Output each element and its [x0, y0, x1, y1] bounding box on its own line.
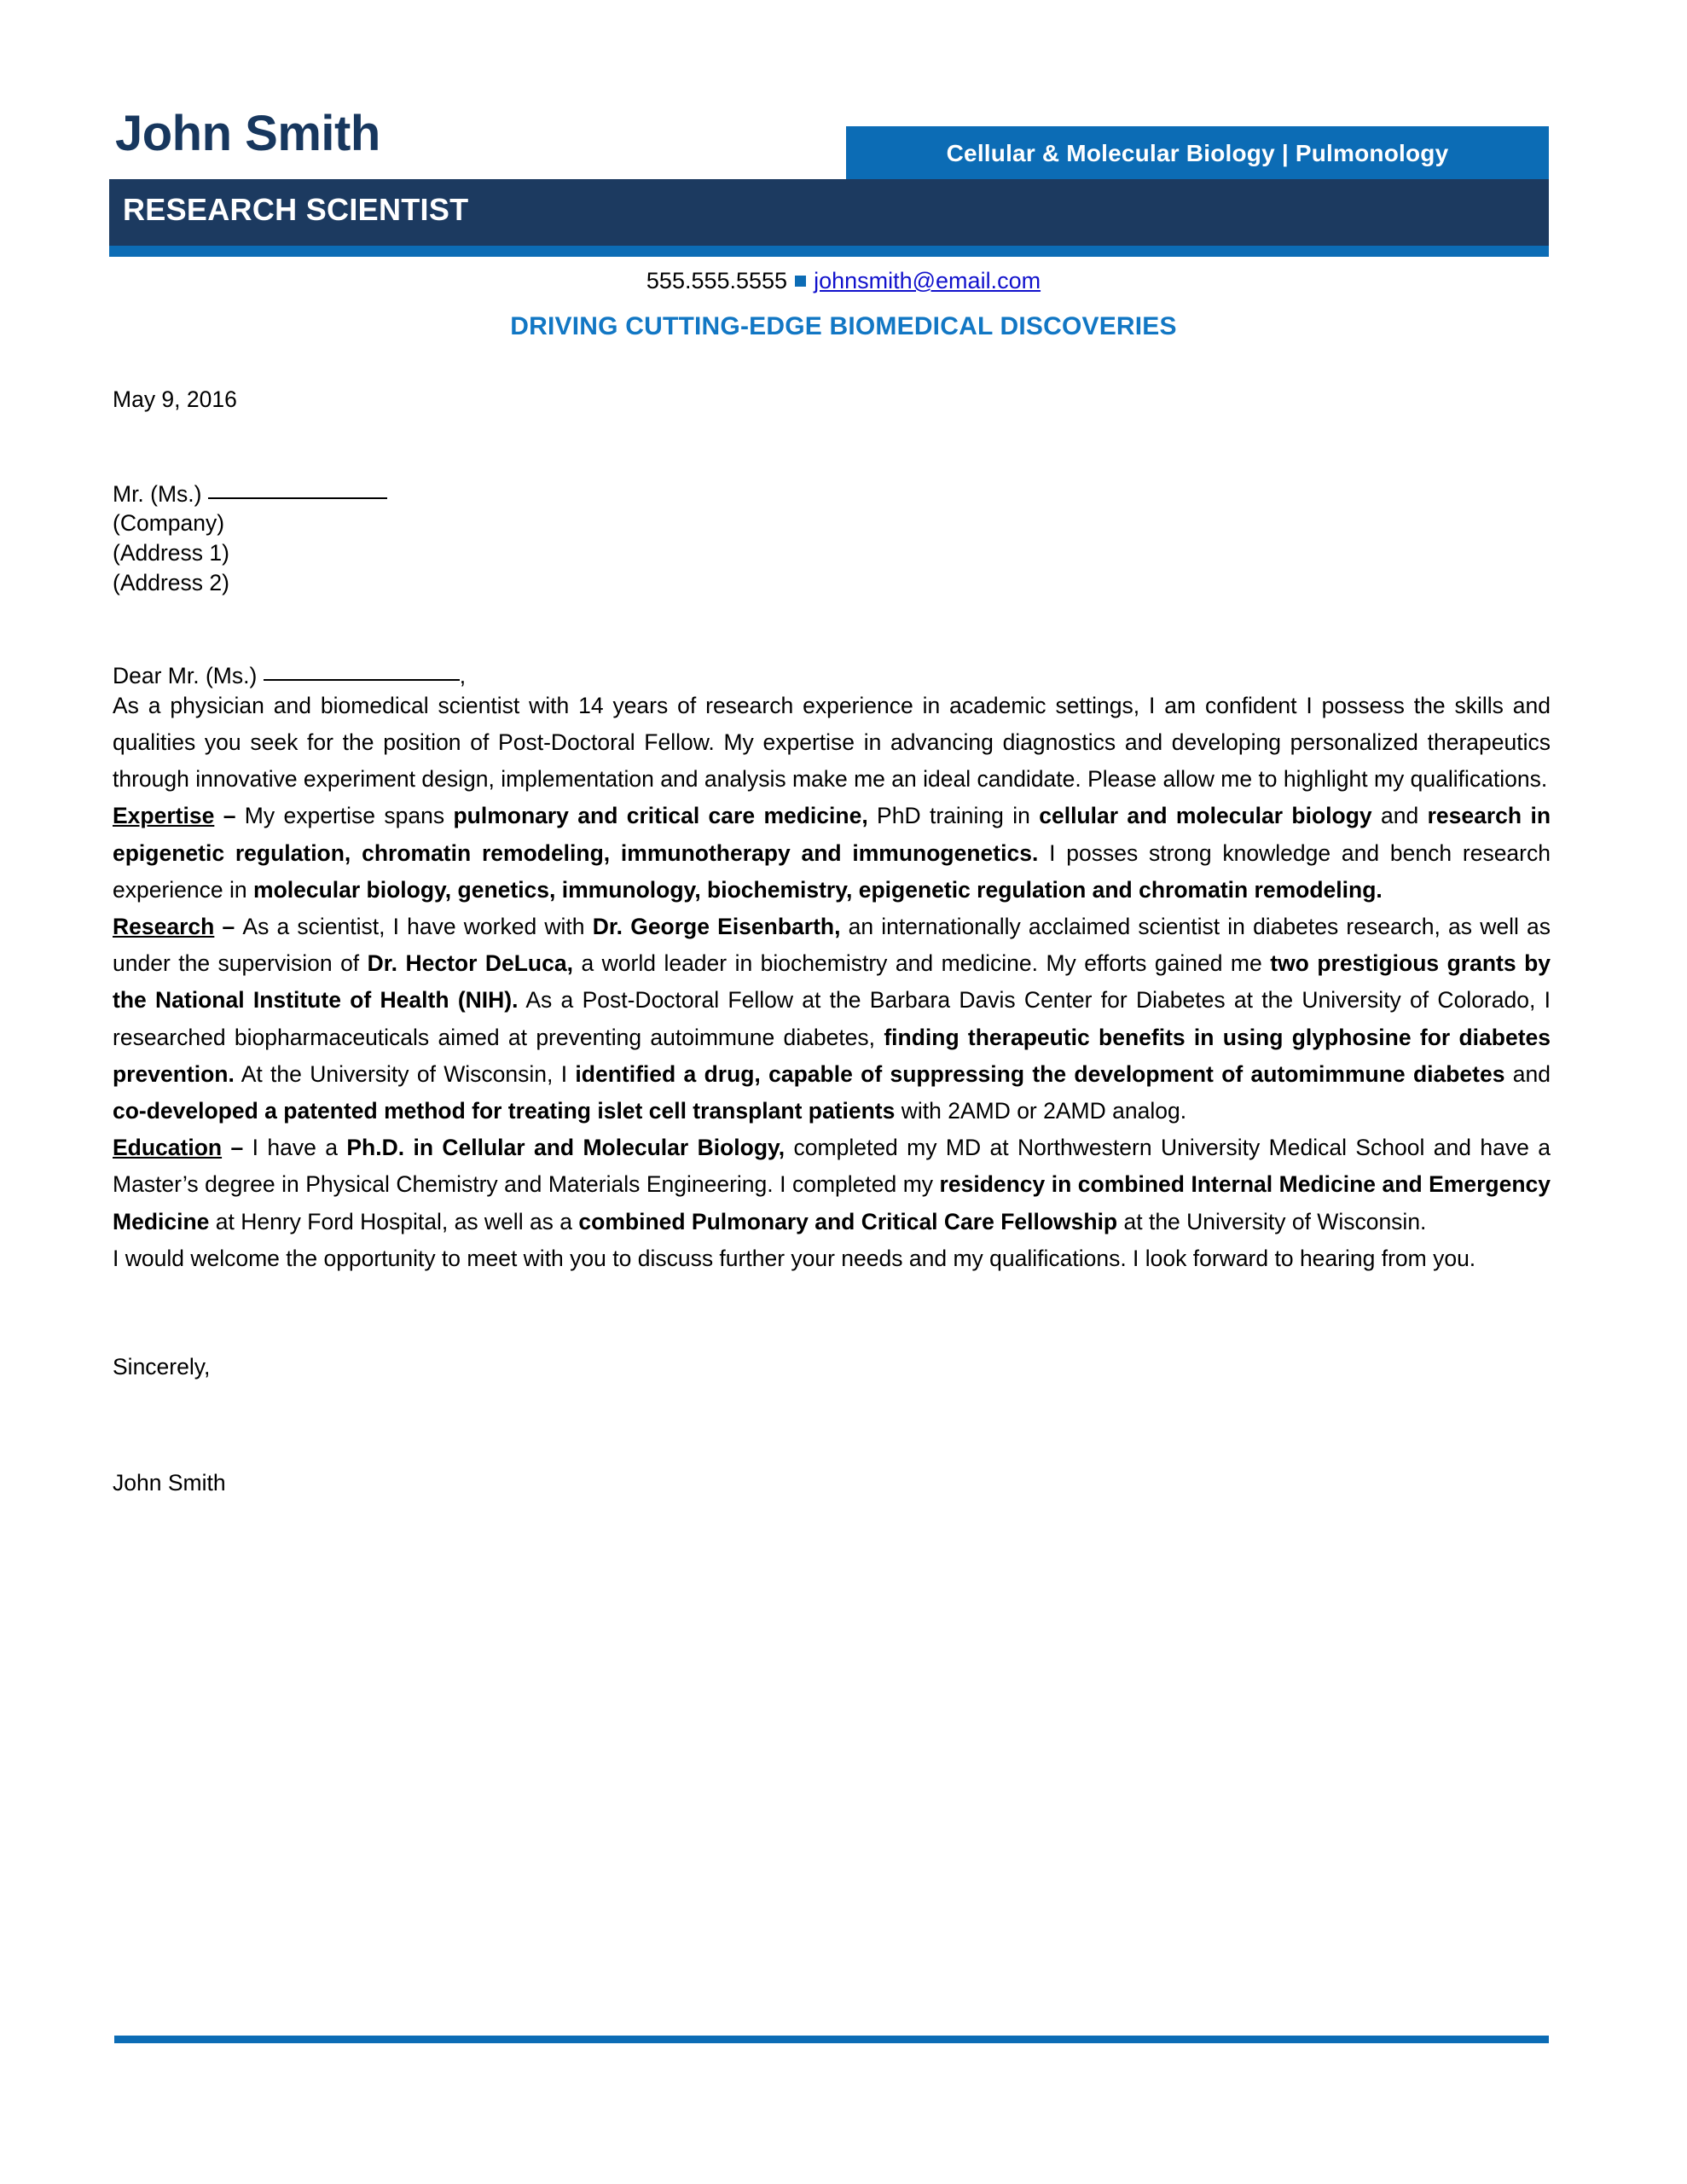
specialty-banner [846, 126, 1549, 181]
sign-off: Sincerely, [113, 1353, 211, 1380]
body-text: at the University of Wisconsin. [1117, 1208, 1427, 1234]
square-bullet-icon [795, 276, 806, 287]
body-text: an internationally acclaimed scientist in diabetes research, as well as under the supervision of [113, 914, 1551, 977]
specialty-label: Cellular & Molecular Biology | Pulmonology [946, 140, 1449, 166]
body-text: PhD training in [867, 803, 1040, 829]
email-link[interactable]: johnsmith@email.com [814, 268, 1041, 293]
section-dash: – [214, 914, 243, 939]
body-text: I have a [252, 1135, 347, 1161]
body-text: As a scientist, I have worked with [242, 914, 593, 939]
body-text: My expertise spans [244, 803, 454, 829]
emphasis-text: residency in combined Internal Medicine and Emergency Medicine [113, 1171, 1551, 1234]
body-text: and [1371, 803, 1428, 829]
recipient-name-line [113, 479, 1551, 509]
body-text: and [1504, 1060, 1551, 1087]
recipient-address-2: (Address 2) [113, 570, 229, 596]
section-paragraph-research [113, 909, 1551, 1130]
emphasis-text: Dr. George Eisenbarth, [592, 914, 841, 939]
section-label: Education [113, 1135, 223, 1161]
emphasis-text: Dr. Hector DeLuca, [367, 950, 573, 977]
letterhead-header [0, 0, 1687, 264]
body-text: with 2AMD or 2AMD analog. [895, 1097, 1187, 1124]
recipient-address-1: (Address 1) [113, 540, 229, 566]
section-paragraph-expertise [113, 798, 1551, 909]
page-title: John Smith [115, 106, 380, 161]
closing-paragraph: I would welcome the opportunity to meet with you to discuss further your needs and my qualifications. I look forward to hearing from you. [113, 1245, 1476, 1271]
recipient-name-blank [208, 497, 387, 499]
letter-date: May 9, 2016 [113, 386, 237, 412]
greeting-suffix: , [459, 663, 467, 689]
emphasis-text: finding therapeutic benefits in using glyphosine for diabetes prevention. [113, 1024, 1551, 1087]
body-text: I posses strong knowledge and bench research experience in [113, 839, 1551, 903]
header-accent-rule [109, 246, 1549, 257]
body-text: As a Post-Doctoral Fellow at the Barbara Davis Center for Diabetes at the University of Colorado, I researched biopharmaceuticals aimed at preventing autoimmune diabetes, [113, 987, 1551, 1050]
greeting-prefix: Dear Mr. (Ms.) [113, 663, 258, 689]
job-title-label: RESEARCH SCIENTIST [123, 192, 469, 227]
recipient-company: (Company) [113, 510, 225, 537]
recipient-name-prefix: Mr. (Ms.) [113, 480, 202, 507]
emphasis-text: research in epigenetic regulation, chromatin remodeling, immunotherapy and immunogenetics. [113, 803, 1551, 866]
emphasis-text: identified a drug, capable of suppressing the development of automimmune diabetes [575, 1060, 1505, 1087]
letter-body [113, 388, 1551, 1495]
tagline: DRIVING CUTTING-EDGE BIOMEDICAL DISCOVERIES [510, 312, 1177, 340]
emphasis-text: combined Pulmonary and Critical Care Fellowship [578, 1208, 1118, 1234]
section-label: Expertise [113, 803, 215, 829]
section-paragraph-education [113, 1130, 1551, 1240]
greeting-line [113, 665, 1551, 688]
section-dash: – [214, 803, 245, 829]
section-dash: – [222, 1135, 252, 1161]
body-text: completed my MD at Northwestern University Medical School and have a Master’s degree in Physical Chemistry and Materials Engineering. I completed my [113, 1135, 1551, 1198]
greeting-blank [264, 679, 460, 681]
recipient-address-block [113, 479, 1551, 599]
emphasis-text: co-developed a patented method for treating islet cell transplant patients [113, 1097, 896, 1124]
job-title-bar [109, 179, 1549, 246]
body-text: a world leader in biochemistry and medicine. My efforts gained me [572, 950, 1271, 977]
body-text: at Henry Ford Hospital, as well as a [209, 1208, 579, 1234]
intro-paragraph: As a physician and biomedical scientist with 14 years of research experience in academic settings, I am confident I possess the skills and qualities you seek for the position of Post-Doctoral Fellow. My expertise in advancing diagnostics and developing personalized therapeutics through innovative experiment design, implementation and analysis make me an ideal candidate. Please allow me to highlight my qualifications. [113, 692, 1551, 793]
signature-name: John Smith [113, 1470, 226, 1496]
contact-line [0, 268, 1687, 294]
emphasis-text: Ph.D. in Cellular and Molecular Biology, [346, 1135, 786, 1161]
emphasis-text: cellular and molecular biology [1039, 803, 1372, 829]
section-label: Research [113, 914, 215, 939]
body-text: At the University of Wisconsin, I [234, 1060, 576, 1087]
emphasis-text: two prestigious grants by the National Institute of Health (NIH). [113, 950, 1551, 1014]
footer-rule [114, 2036, 1549, 2043]
emphasis-text: molecular biology, genetics, immunology, biochemistry, epigenetic regulation and chromatin remodeling. [253, 876, 1383, 903]
phone-number: 555.555.5555 [646, 268, 788, 293]
emphasis-text: pulmonary and critical care medicine, [453, 803, 868, 829]
